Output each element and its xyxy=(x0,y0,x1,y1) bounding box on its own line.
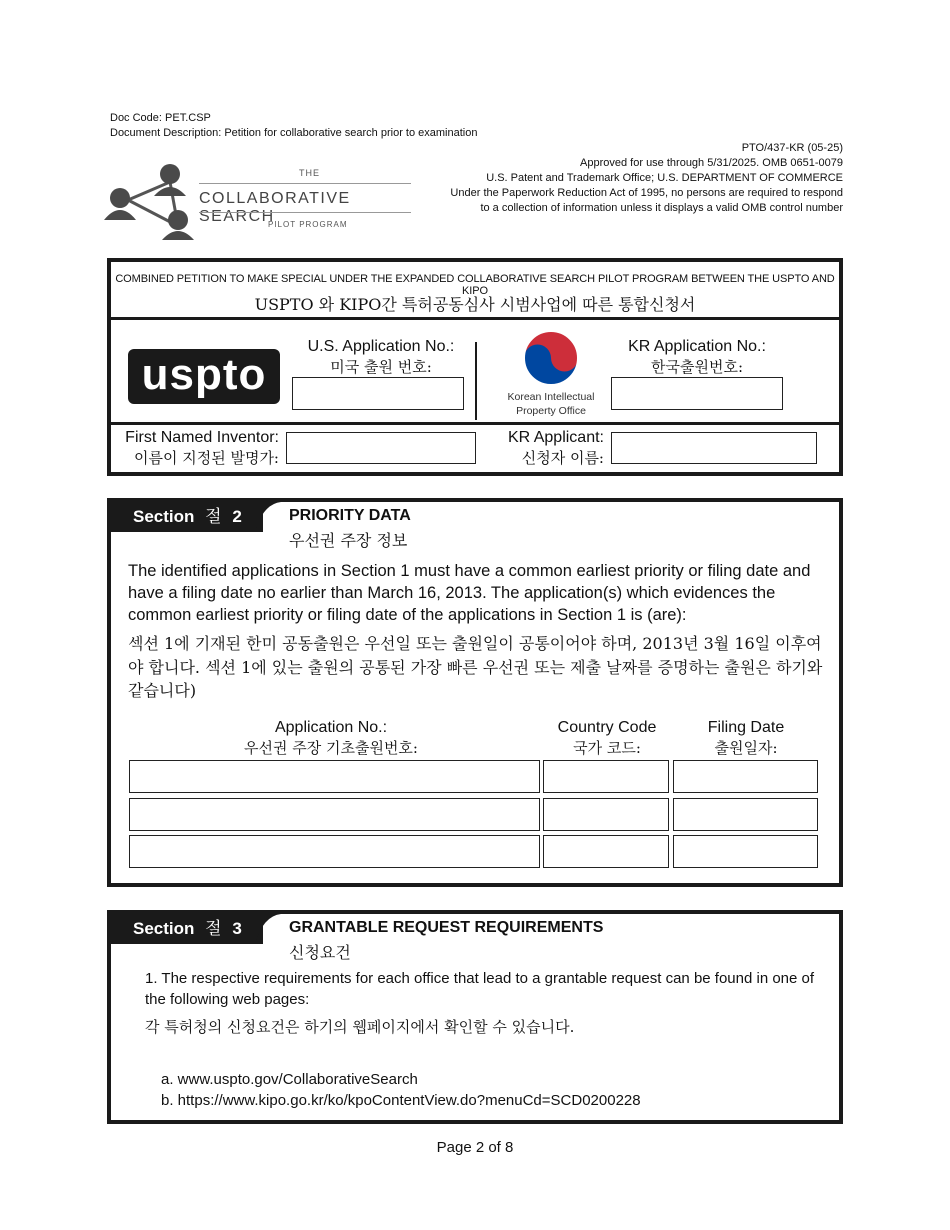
petition-box xyxy=(107,258,843,476)
country-code-field[interactable] xyxy=(543,798,669,831)
kipo-logo xyxy=(496,326,606,416)
logo-subtitle: PILOT PROGRAM xyxy=(268,220,348,229)
page-number: Page 2 of 8 xyxy=(436,1139,514,1156)
link-uspto[interactable]: a. www.uspto.gov/CollaborativeSearch xyxy=(161,1071,418,1088)
priority-application-field[interactable] xyxy=(129,760,540,793)
section-2-box xyxy=(107,498,843,887)
form-number: PTO/437-KR (05-25) xyxy=(741,142,843,154)
priority-application-field[interactable] xyxy=(129,835,540,868)
col-header-application: Application No.: 우선권 주장 기초출원번호: xyxy=(244,719,418,757)
petition-title-kr: USPTO 와 KIPO간 특허공동심사 시범사업에 따른 통합신청서 xyxy=(254,295,696,314)
omb-approval: Approved for use through 5/31/2025. OMB 0651-0079 xyxy=(580,157,843,169)
kipo-name-2: Property Office xyxy=(516,405,586,417)
section-2-title: PRIORITY DATA xyxy=(289,507,411,524)
section-3-item-1-en: 1. The respective requirements for each office that lead to a grantable request can be found in one of the following web pages: xyxy=(145,970,815,1008)
logo-divider xyxy=(199,183,411,184)
col-header-filing-date: Filing Date 출원일자: xyxy=(707,719,785,757)
taegeuk-icon xyxy=(521,328,581,388)
petition-divider-2 xyxy=(111,422,839,425)
tab-curve-shape xyxy=(245,914,281,944)
vertical-divider xyxy=(475,342,477,420)
filing-date-field[interactable] xyxy=(673,760,818,793)
petition-title-en: COMBINED PETITION TO MAKE SPECIAL UNDER THE EXPANDED COLLABORATIVE SEARCH PILOT PROGRAM BETWEEN THE USPTO AND KIPO xyxy=(115,273,835,297)
section-2-body-en: The identified applications in Section 1 must have a common earliest priority or filing date and have a filing date no earlier than March 16, 2013. The application(s) which evidences the common earliest priority or filing date of the applications in Section 1 is (are): xyxy=(128,562,811,624)
tab-curve-shape xyxy=(245,502,281,532)
us-app-label: U.S. Application No.: 미국 출원 번호: xyxy=(307,338,455,376)
priority-application-field[interactable] xyxy=(129,798,540,831)
section-3-box xyxy=(107,910,843,1124)
logo-the: THE xyxy=(299,168,320,178)
logo-divider-2 xyxy=(199,212,411,213)
filing-date-field[interactable] xyxy=(673,798,818,831)
kr-application-number-field[interactable] xyxy=(611,377,783,410)
first-named-inventor-field[interactable] xyxy=(286,432,476,464)
section-3-item-1-kr: 각 특허청의 신청요건은 하기의 웹페이지에서 확인할 수 있습니다. xyxy=(145,1018,575,1036)
country-code-field[interactable] xyxy=(543,760,669,793)
petition-divider xyxy=(111,317,839,320)
filing-date-field[interactable] xyxy=(673,835,818,868)
uspto-logo: uspto xyxy=(128,349,280,404)
kr-applicant-label: KR Applicant: 신청자 이름: xyxy=(507,429,604,467)
agency-line: U.S. Patent and Trademark Office; U.S. DEPARTMENT OF COMMERCE xyxy=(486,172,843,184)
section-3-title: GRANTABLE REQUEST REQUIREMENTS xyxy=(289,919,604,936)
people-network-icon xyxy=(104,160,199,240)
kr-app-label: KR Application No.: 한국출원번호: xyxy=(628,338,766,376)
section-3-tab: Section 절 3 xyxy=(111,914,263,944)
kr-applicant-field[interactable] xyxy=(611,432,817,464)
paperwork-notice-1: Under the Paperwork Reduction Act of 1995, no persons are required to respond xyxy=(450,187,843,199)
col-header-country: Country Code 국가 코드: xyxy=(557,719,657,757)
link-kipo[interactable]: b. https://www.kipo.go.kr/ko/kpoContentView.do?menuCd=SCD0200228 xyxy=(161,1092,641,1109)
paperwork-notice-2: to a collection of information unless it displays a valid OMB control number xyxy=(480,202,843,214)
doc-description: Document Description: Petition for collaborative search prior to examination xyxy=(110,127,478,139)
logo-title: COLLABORATIVE SEARCH xyxy=(199,190,351,225)
us-application-number-field[interactable] xyxy=(292,377,464,410)
section-2-tab: Section 절 2 xyxy=(111,502,263,532)
country-code-field[interactable] xyxy=(543,835,669,868)
inventor-label: First Named Inventor: 이름이 지정된 발명가: xyxy=(125,429,279,467)
kipo-name-1: Korean Intellectual xyxy=(507,391,595,403)
doc-code: Doc Code: PET.CSP xyxy=(110,112,211,124)
collaborative-search-logo xyxy=(104,160,424,240)
section-2-title-kr: 우선권 주장 정보 xyxy=(289,531,408,550)
section-3-title-kr: 신청요건 xyxy=(289,943,351,962)
section-2-body-kr: 섹션 1에 기재된 한미 공동출원은 우선일 또는 출원일이 공통이어야 하며, 2013년 3월 16일 이후여야 합니다. 섹션 1에 있는 출원의 공통된 가장 빠른 우선권 또는 제출 날짜를 증명하는 출원은 하기와 같습니다) xyxy=(128,634,823,700)
